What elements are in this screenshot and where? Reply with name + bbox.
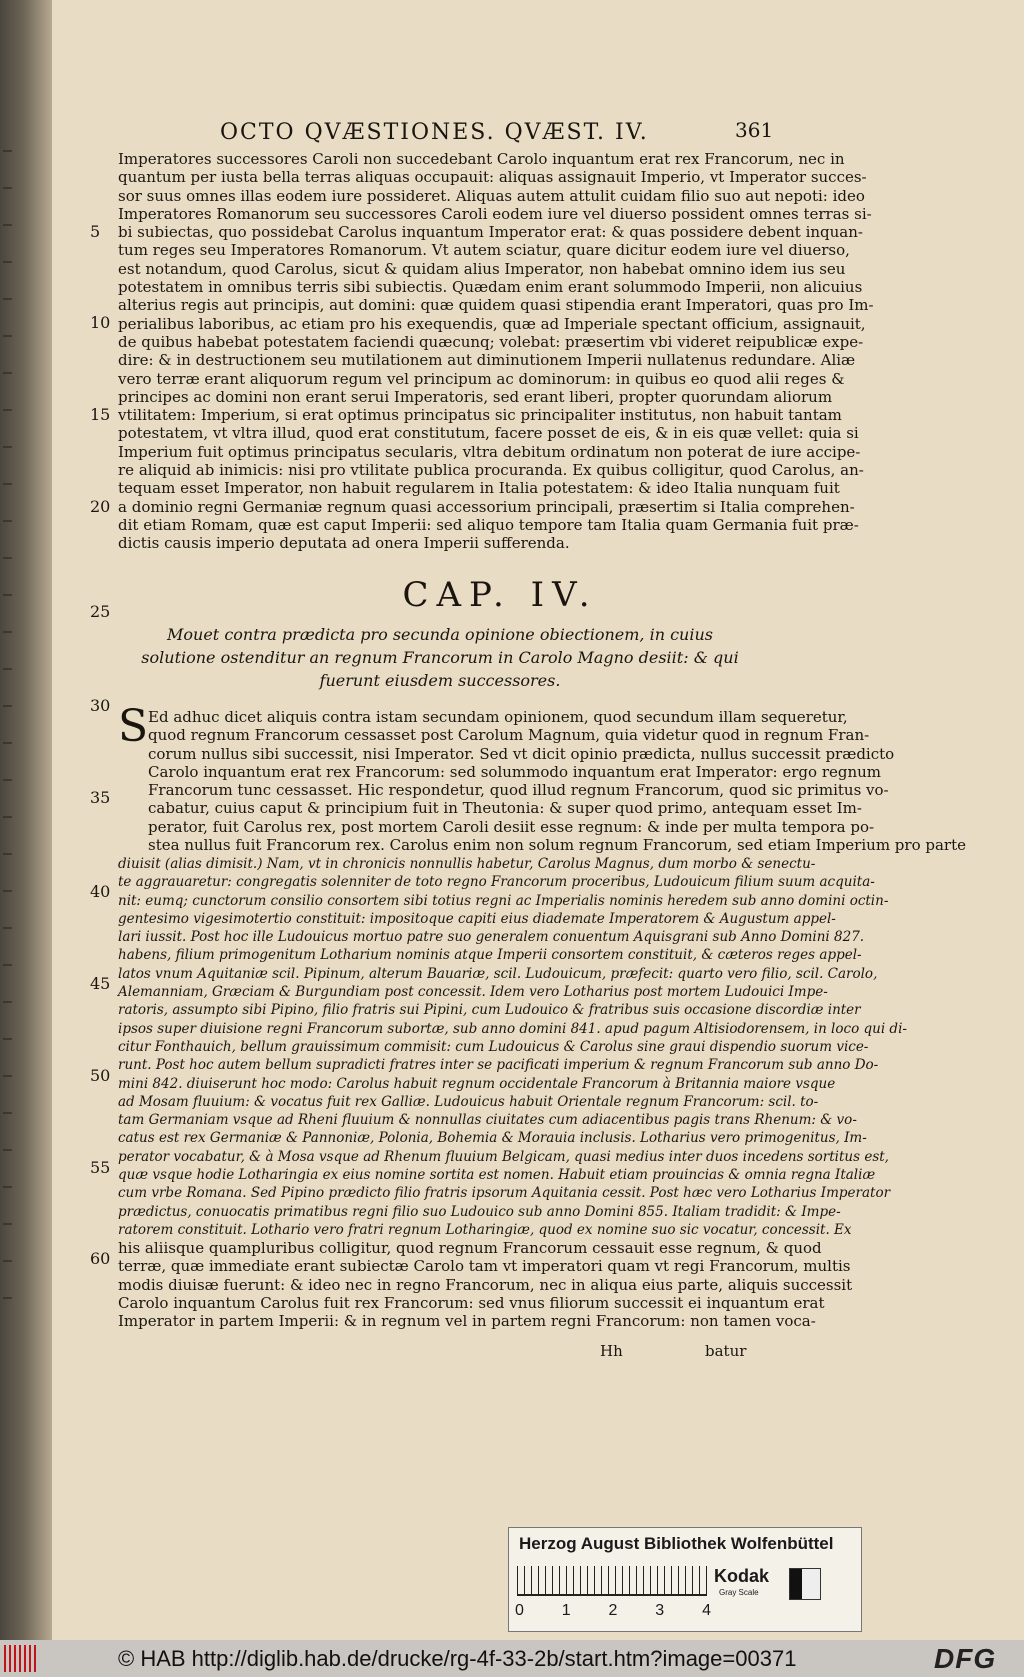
text-line: vtilitatem: Imperium, si erat optimus principatus sic principaliter institutus, non habuit tantam xyxy=(118,406,842,425)
text-line: cabatur, cuius caput & principium fuit in Theutonia: & super quod primo, antequam esset Im- xyxy=(148,799,862,818)
text-block-1 xyxy=(118,150,874,553)
text-block-2 xyxy=(148,708,966,855)
signature-mark: Hh xyxy=(600,1342,623,1360)
text-line: ratoris, assumpto sibi Pipino, filio fratris sui Pipini, cum Ludouico & fratribus suis occasione discordiæ inter xyxy=(118,1002,861,1019)
gutter-mark xyxy=(3,1112,12,1114)
line-number: 35 xyxy=(90,788,111,807)
text-line: Imperatores successores Caroli non succedebant Carolo inquantum erat rex Francorum, nec in xyxy=(118,150,845,168)
folio-number: 361 xyxy=(735,118,774,142)
line-number: 60 xyxy=(90,1249,111,1268)
line-number: 45 xyxy=(90,974,111,993)
footer-url[interactable]: © HAB http://diglib.hab.de/drucke/rg-4f-33-2b/start.htm?image=00371 xyxy=(118,1646,797,1671)
text-line: tum reges seu Imperatores Romanorum. Vt autem sciatur, quare dicitur eodem iure vel diuerso, xyxy=(118,241,850,260)
scale-numbers xyxy=(515,1602,711,1620)
text-line: Imperatores Romanorum seu successores Caroli eodem iure vel diuerso possident omnes terras si- xyxy=(118,204,872,223)
gutter-mark xyxy=(3,816,12,818)
gutter-mark xyxy=(3,483,12,485)
line-number: 30 xyxy=(90,696,111,715)
text-line: Imperator in partem Imperii: & in regnum vel in partem regni Francorum: non tamen voca- xyxy=(118,1312,816,1331)
line-number: 5 xyxy=(90,222,101,241)
running-head: OCTO QVÆSTIONES. QVÆST. IV. xyxy=(220,120,649,145)
dfg-logo: DFG xyxy=(934,1643,997,1674)
text-line: potestatem in omnibus terris sibi subiectis. Quædam enim erant solummodo Imperii, non alicuius xyxy=(118,278,863,297)
text-line: re aliquid ab inimicis: nisi pro vtilitate publica procuranda. Ex quibus colligitur, quod Carolus, an- xyxy=(118,461,864,480)
text-line: a dominio regni Germaniæ regnum quasi accessorium principali, præsertim si Italia comprehen- xyxy=(118,497,855,516)
chapter-summary: Mouet contra prædicta pro secunda opinione obiectionem, in cuius solutione ostenditur an regnum Francorum in Carolo Magno desiit: & qui fuerunt eiusdem successores. xyxy=(141,625,739,690)
text-line: diuisit (alias dimisit.) Nam, vt in chronicis nonnullis habetur, Carolus Magnus, dum morbo & senectu- xyxy=(118,856,816,872)
line-number: 25 xyxy=(90,602,111,621)
scale-number: 4 xyxy=(702,1602,711,1619)
text-line: dire: & in destructionem seu mutilationem aut diminutionem Imperii nullatenus redundare. Aliæ xyxy=(118,351,856,370)
text-line: tam Germaniam vsque ad Rheni fluuium & nonnullas ciuitates cum adiacentibus pagis trans Rhenum: & vo- xyxy=(118,1112,857,1129)
gutter-mark xyxy=(3,779,12,781)
catchword: batur xyxy=(705,1342,747,1360)
gutter-marks xyxy=(0,0,18,1640)
gutter-mark xyxy=(3,557,12,559)
text-line: Carolo inquantum Carolus fuit rex Francorum: sed vnus filiorum successit ei inquantum erat xyxy=(118,1293,825,1312)
gutter-mark xyxy=(3,1149,12,1151)
gutter-mark xyxy=(3,409,12,411)
gutter-mark xyxy=(3,1038,12,1040)
gutter-mark xyxy=(3,261,12,263)
library-name: Herzog August Bibliothek Wolfenbüttel xyxy=(519,1534,834,1553)
text-line: perator vocabatur, & à Mosa vsque ad Rhenum fluuium Belgicam, quasi medius inter duos incedens sortitus est, xyxy=(118,1148,889,1165)
text-line: Francorum tunc cessasset. Hic respondetur, quod illud regnum Francorum, quod sic primitus vo- xyxy=(148,781,889,800)
text-line: quod regnum Francorum cessasset post Carolum Magnum, quia videtur quod in regnum Fran- xyxy=(148,726,870,745)
book-binding xyxy=(0,0,52,1640)
text-line: perialibus laboribus, ac etiam pro his exequendis, quæ ad Imperiale spectant officium, assignauit, xyxy=(118,314,866,333)
gutter-mark xyxy=(3,1186,12,1188)
text-line: potestatem, vt vltra illud, quod erat constitutum, facere posset de eis, & in eis quæ vellet: quia si xyxy=(118,424,859,443)
text-line: dit etiam Romam, quæ est caput Imperii: sed aliquo tempore tam Italia quam Germania fuit præ- xyxy=(118,515,859,534)
text-block-4 xyxy=(118,1239,853,1331)
text-line: te aggrauaretur: congregatis solenniter de toto regno Francorum proceribus, Ludouicum filium suum acquita- xyxy=(118,874,875,891)
text-line: his aliisque quampluribus colligitur, quod regnum Francorum cessauit esse regnum, & quod xyxy=(118,1239,822,1257)
text-line: Imperium fuit optimus principatus secularis, vltra debitum ordinatum non poterat de iure accipe- xyxy=(118,442,861,461)
scale-number: 1 xyxy=(561,1602,571,1619)
text-line: habens, filium primogenitum Lotharium nominis atque Imperii consortem constituit, & cæteros reges appel- xyxy=(118,947,862,964)
line-number: 40 xyxy=(90,882,111,901)
gutter-mark xyxy=(3,187,12,189)
chapter-heading: CAP. IV. xyxy=(402,575,598,615)
text-line: sor suus omnes illas eodem iure possideret. Aliquas autem attulit cuidam filio suo aut nepoti: ideo xyxy=(118,186,865,205)
gutter-mark xyxy=(3,1223,12,1225)
gutter-mark xyxy=(3,298,12,300)
gutter-mark xyxy=(3,372,12,374)
text-line: citur Fonthauich, bellum grauissimum commisit: cum Ludouicus & Carolus sine graui dispendio suorum vice- xyxy=(118,1038,869,1055)
text-line: Alemanniam, Græciam & Burgundiam post concessit. Idem vero Lotharius post mortem Ludouici Impe- xyxy=(118,984,828,1001)
gutter-mark xyxy=(3,520,12,522)
text-line: perator, fuit Carolus rex, post mortem Caroli desiit esse regnum: & inde per multa tempora po- xyxy=(148,817,875,836)
scale-number: 2 xyxy=(608,1602,618,1619)
text-line: principes ac domini non erant serui Imperatoris, sed erant liberi, propter quorundam aliorum xyxy=(118,387,833,406)
text-line: Carolo inquantum erat rex Francorum: sed solummodo inquantum erat Imperator: ergo regnum xyxy=(148,762,882,781)
footer-bar xyxy=(0,1640,1024,1677)
text-line: de quibus habebat potestatem faciendi quæcunq; volebat: præsertim vbi videret reipublicæ expe- xyxy=(118,332,864,351)
scale-number: 3 xyxy=(655,1602,665,1619)
gray-chip xyxy=(789,1568,821,1600)
line-number: 15 xyxy=(90,405,111,424)
gutter-mark xyxy=(3,150,12,152)
gutter-mark xyxy=(3,594,12,596)
text-line: ratorem constituit. Lothario vero fratri regnum Lotharingiæ, quod ex nomine suo sic vocatur, concessit. Ex xyxy=(118,1221,852,1238)
gutter-mark xyxy=(3,1075,12,1077)
text-line: corum nullus sibi successit, nisi Imperator. Sed vt dicit opinio prædicta, nullus successit prædicto xyxy=(148,744,895,763)
drop-cap: S xyxy=(118,701,149,752)
text-line: latos vnum Aquitaniæ scil. Pipinum, alterum Bauariæ, scil. Ludouicum, præfecit: quarto vero filio, scil. Carolo, xyxy=(118,965,878,982)
line-number: 50 xyxy=(90,1066,111,1085)
text-line: quantum per iusta bella terras aliquas occupauit: aliquas assignauit Imperio, vt Imperator succes- xyxy=(118,168,867,187)
text-line: gentesimo vigesimotertio constituit: impositoque capiti eius diademate Imperatorem & Augustum appel- xyxy=(118,910,836,927)
gutter-mark xyxy=(3,1260,12,1262)
gutter-mark xyxy=(3,705,12,707)
gutter-mark xyxy=(3,446,12,448)
text-line: catus est rex Germaniæ & Pannoniæ, Polonia, Bohemia & Morauia inclusis. Lotharius vero primogenitus, Im- xyxy=(118,1130,867,1147)
text-line: est notandum, quod Carolus, sicut & quidam alius Imperator, non habebat omnino idem ius seu xyxy=(118,259,846,278)
text-line: terræ, quæ immediate erant subiectæ Carolo tam vt imperatori quam vt regi Francorum, multis xyxy=(118,1257,851,1276)
kodak-brand: Kodak xyxy=(714,1566,770,1586)
text-line: tequam esset Imperator, non habuit regularem in Italia potestatem: & ideo Italia nunquam fuit xyxy=(118,479,840,498)
text-line: prædictus, conuocatis primatibus regni filio suo Ludouico sub anno Domini 855. Italiam tradidit: & Impe- xyxy=(118,1203,841,1220)
text-line: alterius regis aut principis, aut domini: quæ quidem quasi stipendia erant Imperatori, quas pro Im- xyxy=(118,296,874,315)
scale-ruler xyxy=(517,1566,707,1596)
line-number: 20 xyxy=(90,497,111,516)
text-line: modis diuisæ fuerunt: & ideo nec in regno Francorum, nec in aliqua eius parte, aliquis successit xyxy=(118,1275,853,1294)
text-line: dictis causis imperio deputata ad onera Imperii sufferenda. xyxy=(118,534,570,553)
gutter-mark xyxy=(3,927,12,929)
library-label xyxy=(508,1527,862,1632)
text-block-3 xyxy=(118,855,907,1239)
gutter-mark xyxy=(3,631,12,633)
text-line: vero terræ erant aliquorum regum vel principum ac dominorum: in quibus eo quod alii reges & xyxy=(118,369,845,388)
gutter-mark xyxy=(3,1001,12,1003)
gutter-mark xyxy=(3,1297,12,1299)
text-line: cum vrbe Romana. Sed Pipino prædicto filio fratris ipsorum Aquitania cessit. Post hæc vero Lotharius Imperator xyxy=(118,1185,891,1202)
gutter-mark xyxy=(3,853,12,855)
text-line: stea nullus fuit Francorum rex. Carolus enim non solum regnum Francorum, sed etiam Imperium pro parte xyxy=(148,836,966,855)
text-line: ipsos super diuisione regni Francorum subortæ, sub anno domini 841. apud pagum Altisiodorensem, in loco qui di- xyxy=(118,1020,907,1037)
hab-logo-icon xyxy=(4,1645,36,1672)
gutter-mark xyxy=(3,964,12,966)
text-line: lari iussit. Post hoc ille Ludouicus mortuo patre suo generalem conuentum Aquisgrani sub Anno Domini 827. xyxy=(118,929,865,946)
gutter-mark xyxy=(3,335,12,337)
gray-scale-label: Gray Scale xyxy=(719,1588,759,1597)
text-line: nit: eumq; cunctorum consilio consortem sibi totius regni ac Imperialis nominis heredem sub anno domini octin- xyxy=(118,892,889,909)
text-line: runt. Post hoc autem bellum supradicti fratres inter se pacificati imperium & regnum Francorum sub anno Do- xyxy=(118,1057,879,1074)
text-line: Ed adhuc dicet aliquis contra istam secundam opinionem, quod secundum illam sequeretur, xyxy=(148,708,848,726)
gutter-mark xyxy=(3,224,12,226)
text-line: mini 842. diuiserunt hoc modo: Carolus habuit regnum occidentale Francorum à Britannia maiore vsque xyxy=(118,1075,836,1092)
gutter-mark xyxy=(3,668,12,670)
scale-number: 0 xyxy=(515,1602,524,1619)
text-line: ad Mosam fluuium: & vocatus fuit rex Galliæ. Ludouicus habuit Orientale regnum Francorum: scil. to- xyxy=(118,1093,819,1110)
line-number: 55 xyxy=(90,1158,111,1177)
line-number: 10 xyxy=(90,313,111,332)
gutter-mark xyxy=(3,742,12,744)
gutter-mark xyxy=(3,890,12,892)
text-line: bi subiectas, quo possidebat Carolus inquantum Imperator erat: & quas possidere debent inquan- xyxy=(118,223,863,242)
text-line: quæ vsque hodie Lotharingia ex eius nomine sortita est nomen. Habuit etiam prouincias & omnia regna Italiæ xyxy=(118,1167,876,1184)
